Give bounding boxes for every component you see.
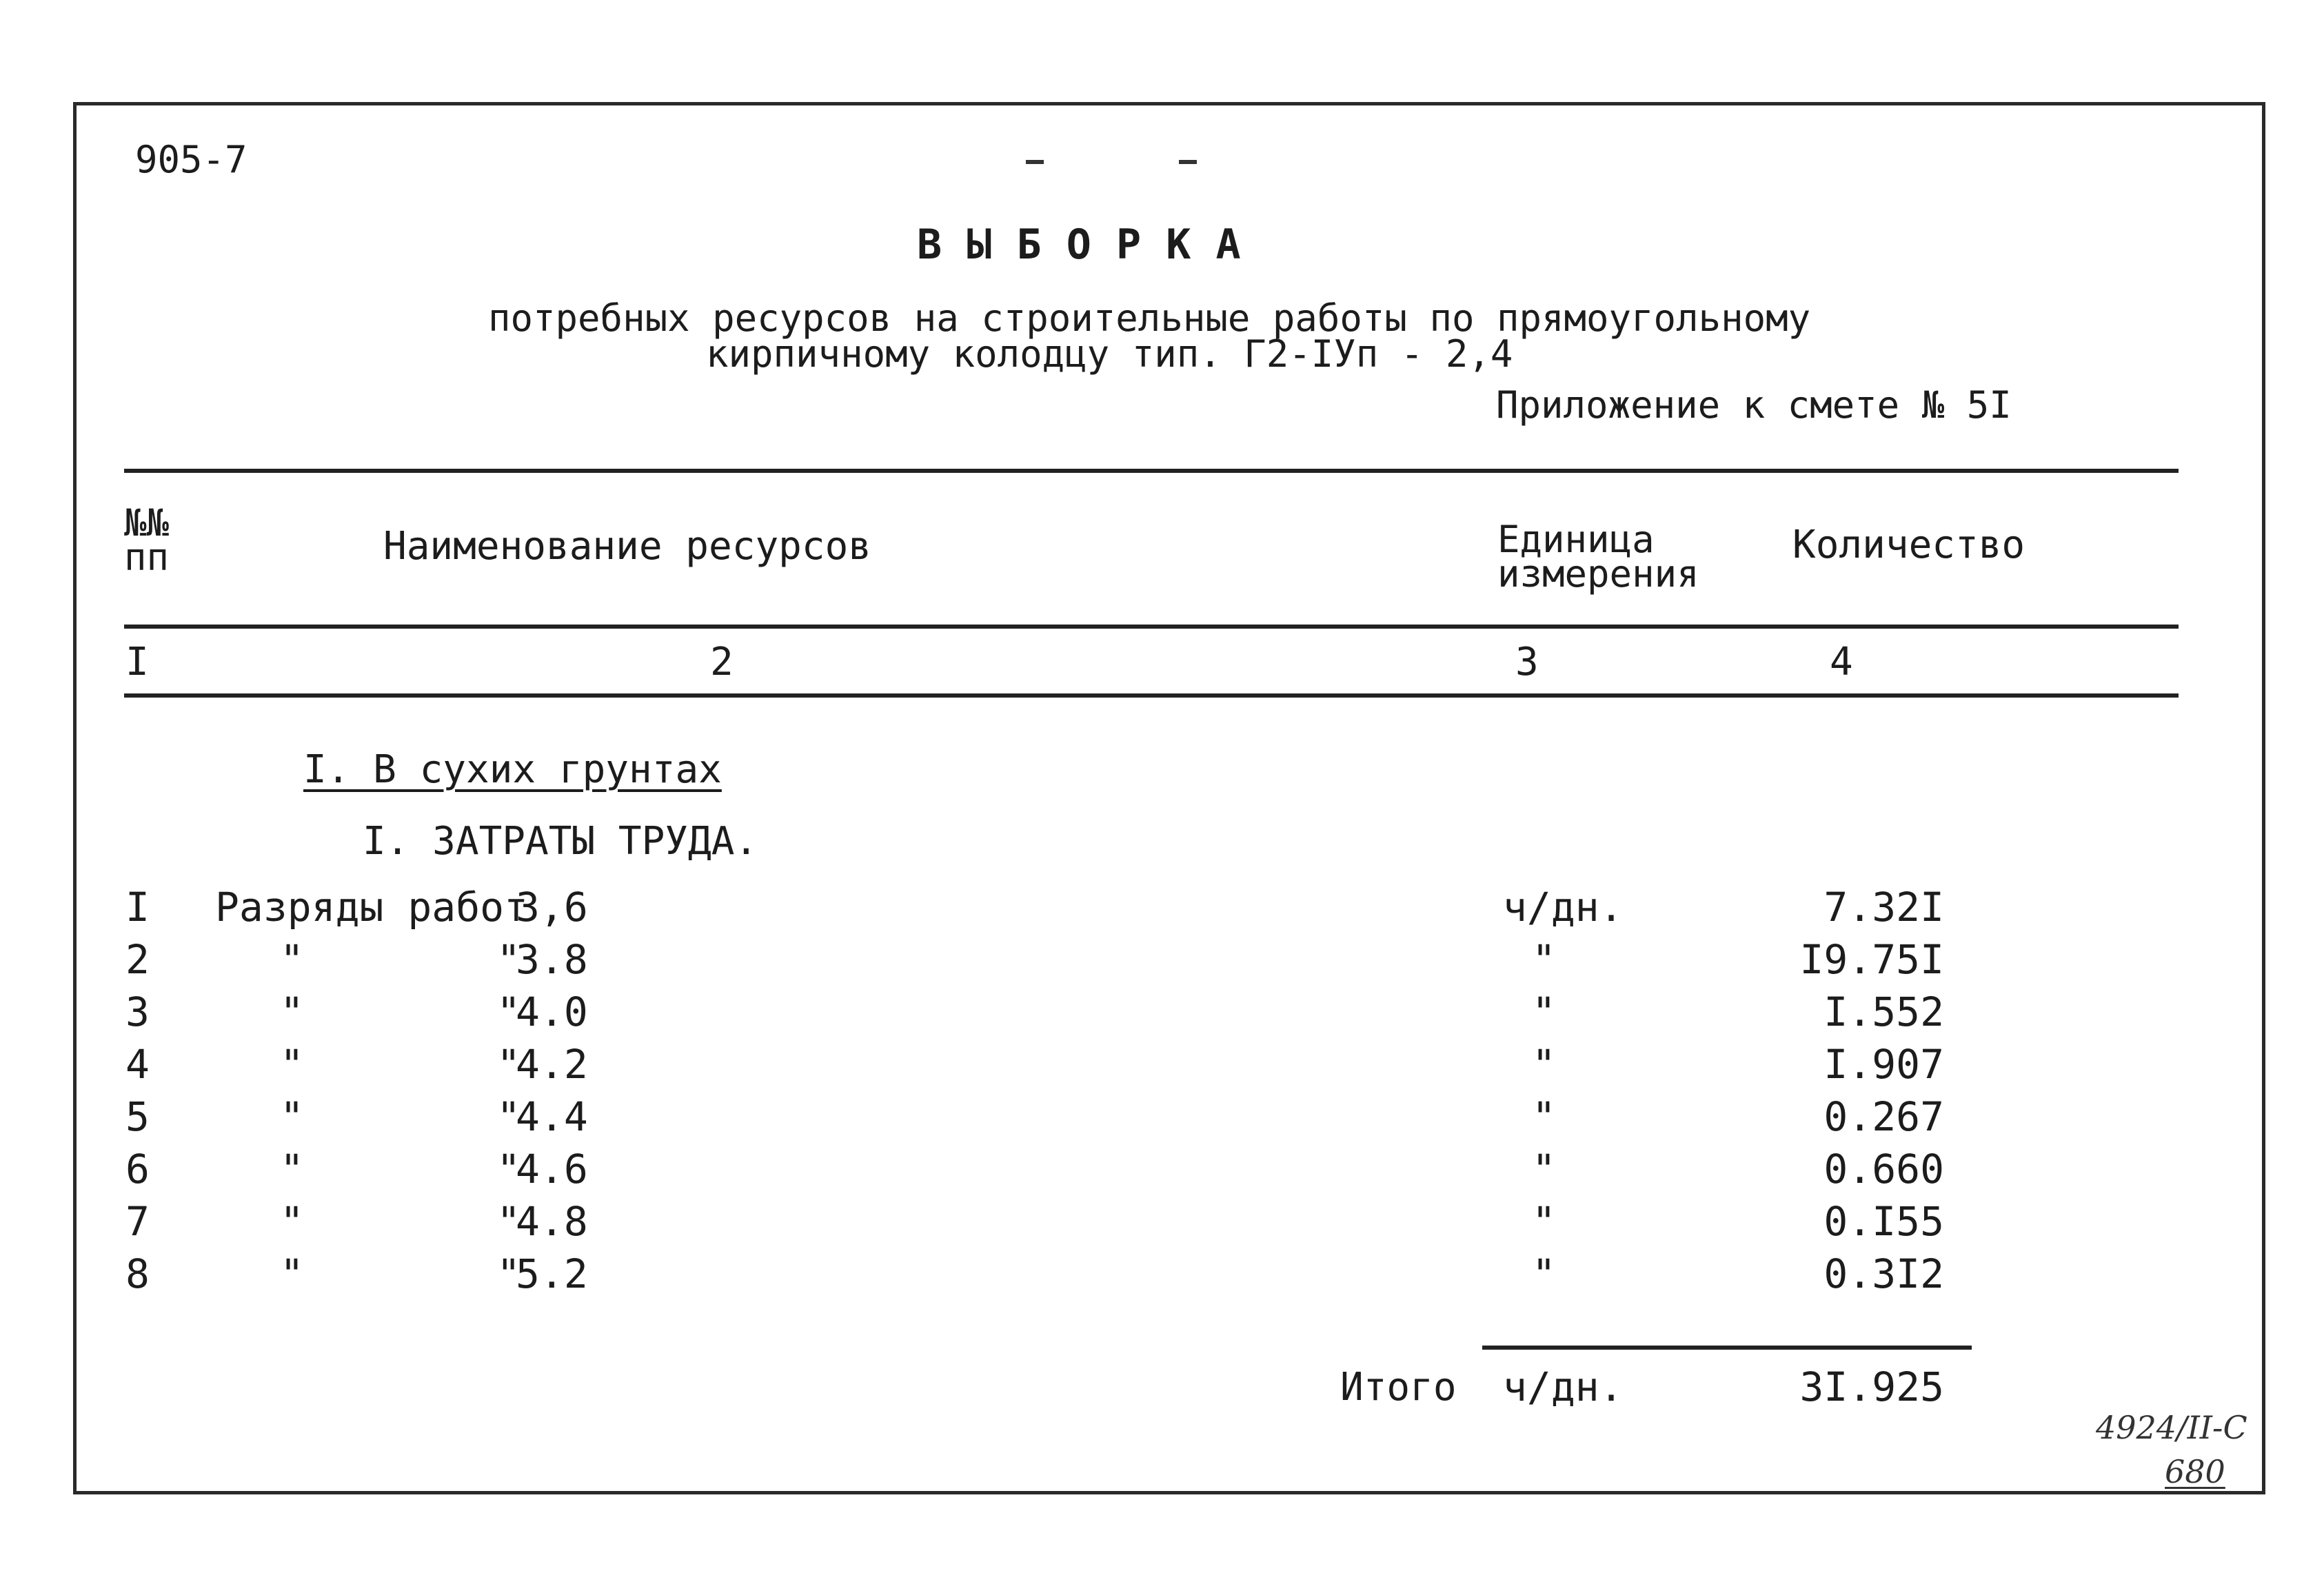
row-grade: 4.8 (516, 1198, 588, 1245)
row-number: 4 (125, 1041, 150, 1088)
table-body-rule (124, 693, 2179, 698)
subtitle-line-1: потребных ресурсов на строительные работы по прямоугольному (488, 296, 1811, 340)
column-header-number: №№ пп (124, 501, 170, 579)
row-grade: 4.2 (516, 1041, 588, 1088)
row-number: 5 (125, 1093, 150, 1140)
row-number: 2 (125, 936, 150, 983)
row-grade: 5.2 (516, 1250, 588, 1297)
header-divider-rule (124, 625, 2179, 629)
row-unit: " (1532, 1093, 1556, 1140)
row-quantity: I.907 (1823, 1041, 1944, 1088)
row-grade: 3,6 (516, 884, 588, 931)
row-unit: " (1532, 1041, 1556, 1088)
total-label: Итого (1340, 1365, 1457, 1410)
total-unit: ч/дн. (1503, 1363, 1624, 1410)
row-quantity: I9.75I (1799, 936, 1944, 983)
row-resource-name: " " (280, 1041, 521, 1088)
row-number: I (125, 884, 150, 931)
row-unit: ч/дн. (1503, 884, 1624, 931)
row-resource-name: " " (280, 936, 521, 983)
column-header-name: Наименование ресурсов (383, 524, 872, 569)
row-quantity: I.552 (1823, 988, 1944, 1035)
subsection-heading: I. ЗАТРАТЫ ТРУДА. (363, 819, 758, 864)
column-number-2: 2 (710, 640, 734, 684)
row-resource-name: " " (280, 988, 521, 1035)
document-title: В Ы Б О Р К А (917, 221, 1241, 269)
row-grade: 4.4 (516, 1093, 588, 1140)
row-resource-name: " " (280, 1093, 521, 1140)
archive-stamp: 4924/II-C (2096, 1409, 2247, 1446)
row-quantity: 7.32I (1823, 884, 1944, 931)
row-quantity: 0.660 (1823, 1146, 1944, 1193)
row-quantity: 0.3I2 (1823, 1250, 1944, 1297)
column-number-4: 4 (1830, 640, 1853, 684)
row-grade: 3.8 (516, 936, 588, 983)
row-quantity: 0.I55 (1823, 1198, 1944, 1245)
total-rule (1482, 1346, 1972, 1350)
column-header-quantity: Количество (1792, 522, 2025, 567)
column-header-unit: Единица измерения (1497, 518, 1699, 596)
row-resource-name: Разряды работ (215, 884, 528, 931)
row-unit: " (1532, 936, 1556, 983)
subtitle-line-2: кирпичному колодцу тип. Г2-IУп - 2,4 (706, 332, 1513, 376)
row-unit: " (1532, 988, 1556, 1035)
archive-sheet-number: 680 (2165, 1453, 2225, 1490)
section-heading: I. В сухих грунтах (303, 747, 722, 792)
row-number: 3 (125, 988, 150, 1035)
table-top-rule (124, 469, 2179, 473)
row-quantity: 0.267 (1823, 1093, 1944, 1140)
total-value: 3I.925 (1799, 1363, 1944, 1410)
document-code: 905-7 (135, 138, 247, 181)
dash-mark (1026, 160, 1044, 164)
row-grade: 4.6 (516, 1146, 588, 1193)
row-unit: " (1532, 1198, 1556, 1245)
column-number-3: 3 (1515, 640, 1539, 684)
row-unit: " (1532, 1250, 1556, 1297)
row-number: 8 (125, 1250, 150, 1297)
column-number-1: I (125, 640, 149, 684)
row-number: 6 (125, 1146, 150, 1193)
row-resource-name: " " (280, 1198, 521, 1245)
appendix-note: Приложение к смете № 5I (1496, 383, 2012, 427)
row-grade: 4.0 (516, 988, 588, 1035)
row-number: 7 (125, 1198, 150, 1245)
dash-mark (1179, 160, 1197, 164)
row-unit: " (1532, 1146, 1556, 1193)
row-resource-name: " " (280, 1146, 521, 1193)
row-resource-name: " " (280, 1250, 521, 1297)
